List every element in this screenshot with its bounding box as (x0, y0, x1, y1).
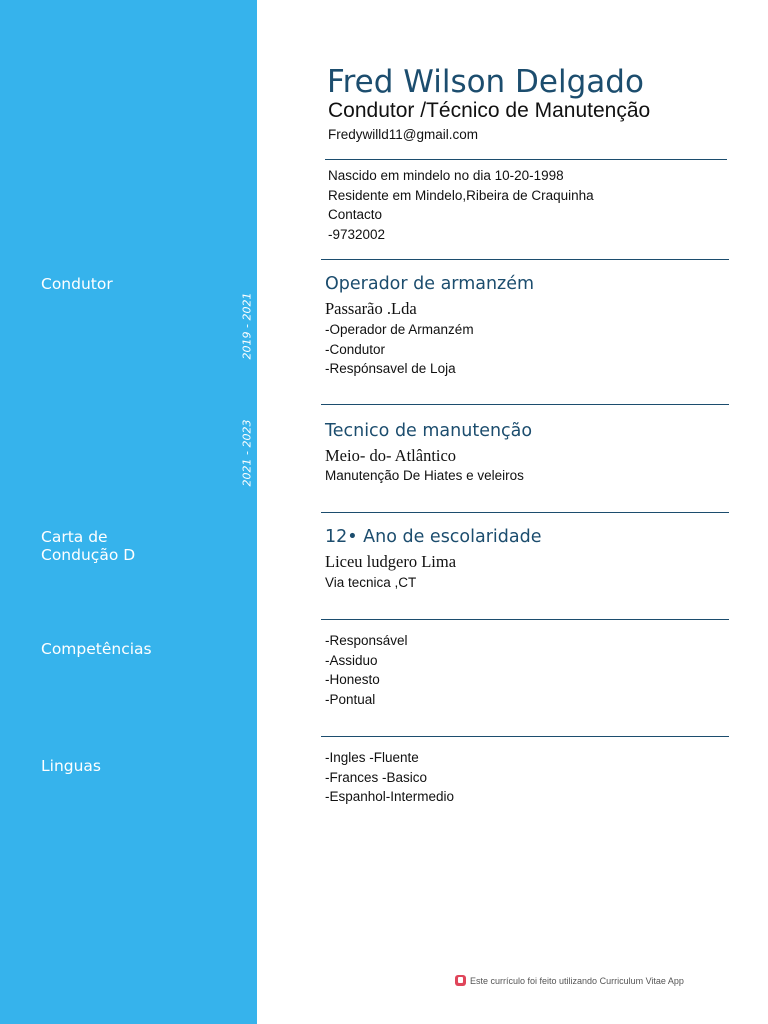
footer-text: Este currículo foi feito utilizando Curriculum Vitae App (470, 975, 684, 986)
divider (325, 159, 727, 160)
skills-list (325, 631, 408, 709)
list-item: -Pontual (325, 691, 376, 707)
education-title: 12• Ano de escolaridade (325, 527, 542, 547)
job-title: Condutor /Técnico de Manutenção (328, 99, 651, 122)
sidebar-label-carta: Carta de Condução D (41, 528, 136, 564)
email-address: Fredywilld11@gmail.com (328, 127, 478, 142)
list-item: -Honesto (325, 672, 380, 687)
sidebar-label-competencias: Competências (41, 640, 152, 658)
list-item: -Condutor (325, 341, 386, 357)
list-item: -Espanhol-Intermedio (325, 789, 455, 804)
experience-2-duties (325, 466, 524, 486)
cv-app-icon (455, 975, 466, 986)
contact-label: Contacto (328, 207, 383, 222)
sidebar (0, 0, 257, 1024)
residence-info: Residente em Mindelo,Ribeira de Craquinha (328, 187, 594, 203)
experience-1-dates: 2019 - 2021 (240, 292, 254, 360)
contact-number: -9732002 (328, 226, 386, 242)
list-item: -Respónsavel de Loja (325, 361, 456, 376)
list-item: Manutenção De Hiates e veleiros (325, 468, 524, 483)
education-details (325, 573, 416, 593)
list-item: -Assiduo (325, 652, 378, 668)
experience-1-duties (325, 320, 474, 379)
divider (321, 259, 729, 260)
education-school: Liceu ludgero Lima (325, 552, 457, 571)
experience-2-company: Meio- do- Atlântico (325, 446, 457, 465)
list-item: -Operador de Armanzém (325, 322, 474, 337)
list-item: -Responsável (325, 633, 408, 648)
list-item: -Ingles -Fluente (325, 750, 419, 765)
sidebar-label-linguas: Linguas (41, 757, 102, 775)
list-item: Via tecnica ,CT (325, 575, 417, 590)
divider (321, 404, 729, 405)
languages-list (325, 748, 454, 807)
person-name: Fred Wilson Delgado (327, 64, 644, 100)
experience-1-title: Operador de armanzém (325, 274, 535, 294)
experience-2-dates: 2021 - 2023 (240, 419, 254, 487)
birth-info: Nascido em mindelo no dia 10-20-1998 (328, 168, 564, 183)
footer-credit (455, 975, 684, 986)
sidebar-label-condutor: Condutor (41, 275, 113, 293)
divider (321, 736, 729, 737)
personal-info (328, 166, 594, 244)
divider (321, 512, 729, 513)
divider (321, 619, 729, 620)
experience-2-title: Tecnico de manutenção (325, 421, 533, 441)
experience-1-company: Passarão .Lda (325, 299, 417, 318)
list-item: -Frances -Basico (325, 769, 428, 785)
